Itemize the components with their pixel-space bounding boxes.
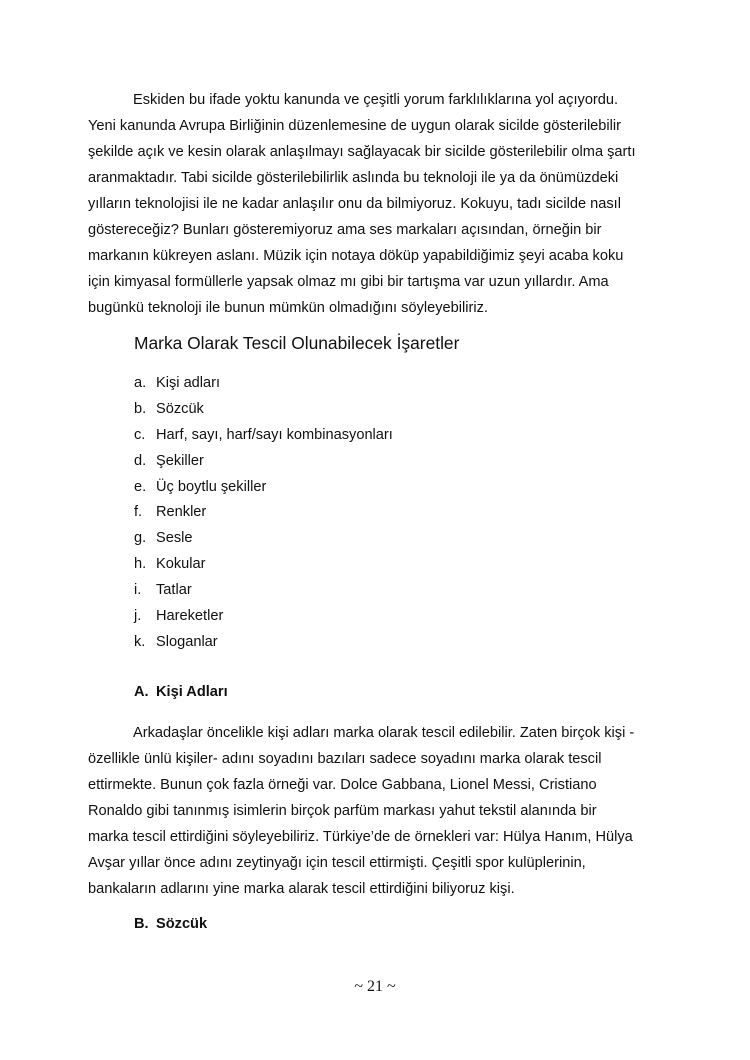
subsection-title: Sözcük [156, 916, 208, 932]
paragraph-line: Eskiden bu ifade yoktu kanunda ve çeşitli yorum farklılıklarına yol açıyordu. [133, 92, 619, 108]
list-item-text: Kişi adları [156, 375, 221, 391]
list-marker: d. [134, 452, 147, 469]
paragraph-line: aranmaktadır. Tabi sicilde gösterilebilirlik aslında bu teknoloji ile ya da önümüzdeki [88, 170, 619, 186]
paragraph-line: Arkadaşlar öncelikle kişi adları marka olarak tescil edilebilir. Zaten birçok kişi - [133, 725, 635, 741]
list-item [134, 500, 393, 526]
section-heading: Marka Olarak Tescil Olunabilecek İşaretler [134, 333, 460, 353]
list-marker: i. [134, 582, 142, 599]
list-item-text: Harf, sayı, harf/sayı kombinasyonları [156, 426, 393, 443]
list-marker: j. [134, 608, 142, 625]
subsection-title: Kişi Adları [156, 684, 228, 700]
paragraph-line: bugünkü teknoloji ile bunun mümkün olmadığını söyleyebiliriz. [88, 300, 488, 316]
list-item [134, 578, 393, 604]
intro-paragraph [88, 87, 670, 321]
list-marker: g. [134, 530, 147, 547]
list-marker: c. [134, 426, 146, 443]
list-item [134, 630, 393, 656]
paragraph-line: markanın kükreyen aslanı. Müzik için notaya döküp yapabildiğimiz şeyi acaba koku [88, 248, 624, 264]
section-a-paragraph [88, 720, 670, 902]
paragraph-line: şekilde açık ve kesin olarak anlaşılmayı sağlayacak bir sicilde gösterilebilir olma şartı [88, 144, 636, 160]
list-item-text: Sözcük [156, 400, 204, 417]
paragraph-line: Avşar yıllar önce adını zeytinyağı için tescil ettirmişti. Çeşitli spor kulüplerinin, [88, 855, 586, 871]
list-item [134, 604, 393, 630]
list-item [134, 475, 393, 501]
list-item-text: Hareketler [156, 608, 224, 625]
paragraph-line: marka tescil ettirdiğini söyleyebiliriz. Türkiye’de de örnekleri var: Hülya Hanım, Hülya [88, 829, 633, 845]
subsection-heading-a [134, 684, 228, 700]
list-marker: a. [134, 375, 147, 391]
subsection-heading-b [134, 916, 207, 932]
list-marker: f. [134, 504, 143, 521]
list-marker: h. [134, 556, 147, 573]
page-number: ~ 21 ~ [354, 978, 396, 995]
list-item [134, 371, 393, 397]
list-item-text: Sloganlar [156, 633, 218, 650]
list-item-text: Kokular [156, 556, 206, 573]
paragraph-line: için kimyasal formüllerle yapsak olmaz mı gibi bir tartışma var uzun yıllardır. Ama [88, 274, 609, 290]
paragraph-line: bankaların adlarını yine marka alarak tescil ettirdiğini biliyoruz kişi. [88, 881, 515, 897]
paragraph-line: Ronaldo gibi tanınmış isimlerin birçok parfüm markası yahut tekstil alanında bir [88, 803, 597, 819]
paragraph-line: göstereceğiz? Bunları gösteremiyoruz ama ses markaları açısından, örneğin bir [88, 222, 602, 238]
list-item-text: Üç boytlu şekiller [156, 478, 267, 495]
list-item [134, 552, 393, 578]
list-marker: e. [134, 478, 147, 495]
paragraph-line: Yeni kanunda Avrupa Birliğinin düzenlemesine de uygun olarak sicilde gösterilebilir [88, 118, 622, 134]
paragraph-line: ettirmekte. Bunun çok fazla örneği var. Dolce Gabbana, Lionel Messi, Cristiano [88, 777, 597, 793]
list-item [134, 449, 393, 475]
list-item [134, 397, 393, 423]
list-marker: b. [134, 400, 147, 417]
paragraph-line: yılların teknolojisi ile ne kadar anlaşılır onu da bilmiyoruz. Kokuyu, tadı sicilde nasıl [88, 196, 621, 212]
list-item [134, 526, 393, 552]
subsection-marker: B. [134, 916, 149, 932]
list-item-text: Şekiller [156, 452, 204, 469]
list-item-text: Renkler [156, 504, 207, 521]
list-item [134, 423, 393, 449]
subsection-marker: A. [134, 684, 149, 700]
list-item-text: Tatlar [156, 582, 192, 599]
list-item-text: Sesle [156, 530, 193, 547]
paragraph-line: özellikle ünlü kişiler- adını soyadını bazıları sadece soyadını marka olarak tescil [88, 751, 602, 767]
list-marker: k. [134, 633, 146, 650]
sign-types-list [134, 371, 393, 656]
